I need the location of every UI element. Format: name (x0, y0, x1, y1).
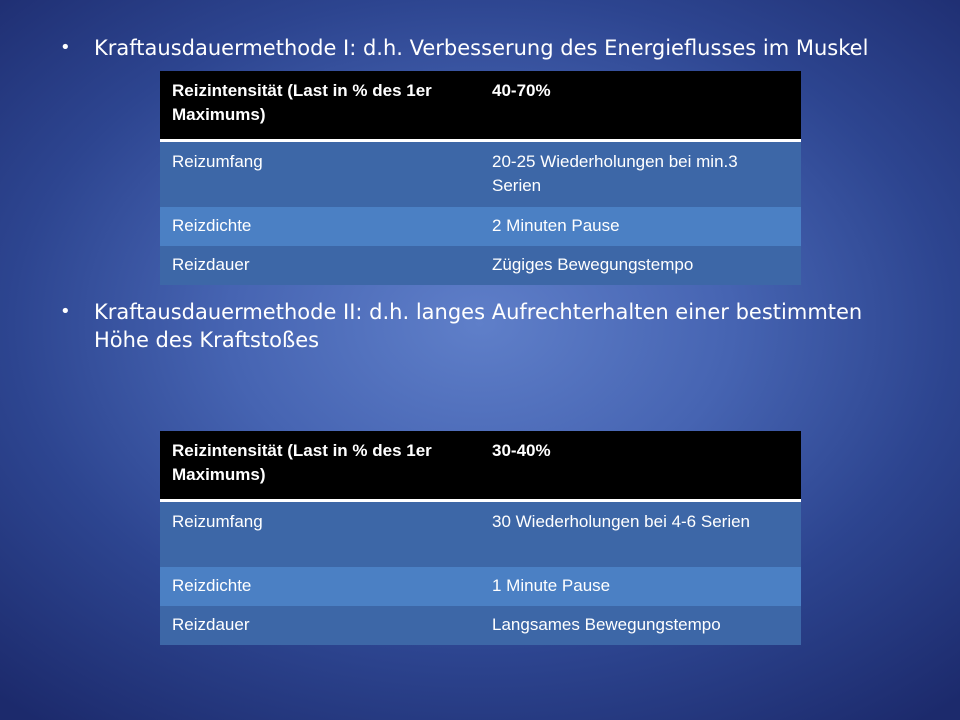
bullet-text: Kraftausdauermethode I: d.h. Verbesserung des Energieflusses im Muskel (94, 36, 869, 60)
bullet-text: Kraftausdauermethode II: d.h. langes Aufrechterhalten einer bestimmten Höhe des Kraftstoßes (94, 300, 863, 352)
row-label: Reizdichte (160, 207, 480, 246)
table-row (160, 606, 801, 645)
row-value: 40-70% (480, 71, 801, 141)
table-method-1 (160, 71, 801, 285)
row-value: 1 Minute Pause (480, 567, 801, 606)
row-value: 20-25 Wiederholungen bei min.3 Serien (480, 141, 801, 208)
row-value: 30-40% (480, 431, 801, 501)
row-value: Zügiges Bewegungstempo (480, 246, 801, 285)
row-label: Reizumfang (160, 501, 480, 568)
table-row (160, 431, 801, 501)
bullet-dot: • (60, 37, 71, 58)
row-value: 30 Wiederholungen bei 4-6 Serien (480, 501, 801, 568)
table-row (160, 567, 801, 606)
row-value: Langsames Bewegungstempo (480, 606, 801, 645)
table-method-2 (160, 431, 801, 645)
bullet-dot: • (60, 301, 71, 322)
row-label: Reizintensität (Last in % des 1er Maximums) (160, 431, 480, 501)
row-label: Reizdauer (160, 606, 480, 645)
table-row (160, 246, 801, 285)
table-row (160, 71, 801, 141)
table-row (160, 501, 801, 568)
row-label: Reizintensität (Last in % des 1er Maximums) (160, 71, 480, 141)
bullet-kraftausdauer-2 (60, 298, 920, 354)
row-label: Reizumfang (160, 141, 480, 208)
table-row (160, 207, 801, 246)
table-row (160, 141, 801, 208)
bullet-kraftausdauer-1 (60, 34, 920, 62)
row-label: Reizdichte (160, 567, 480, 606)
row-value: 2 Minuten Pause (480, 207, 801, 246)
row-label: Reizdauer (160, 246, 480, 285)
